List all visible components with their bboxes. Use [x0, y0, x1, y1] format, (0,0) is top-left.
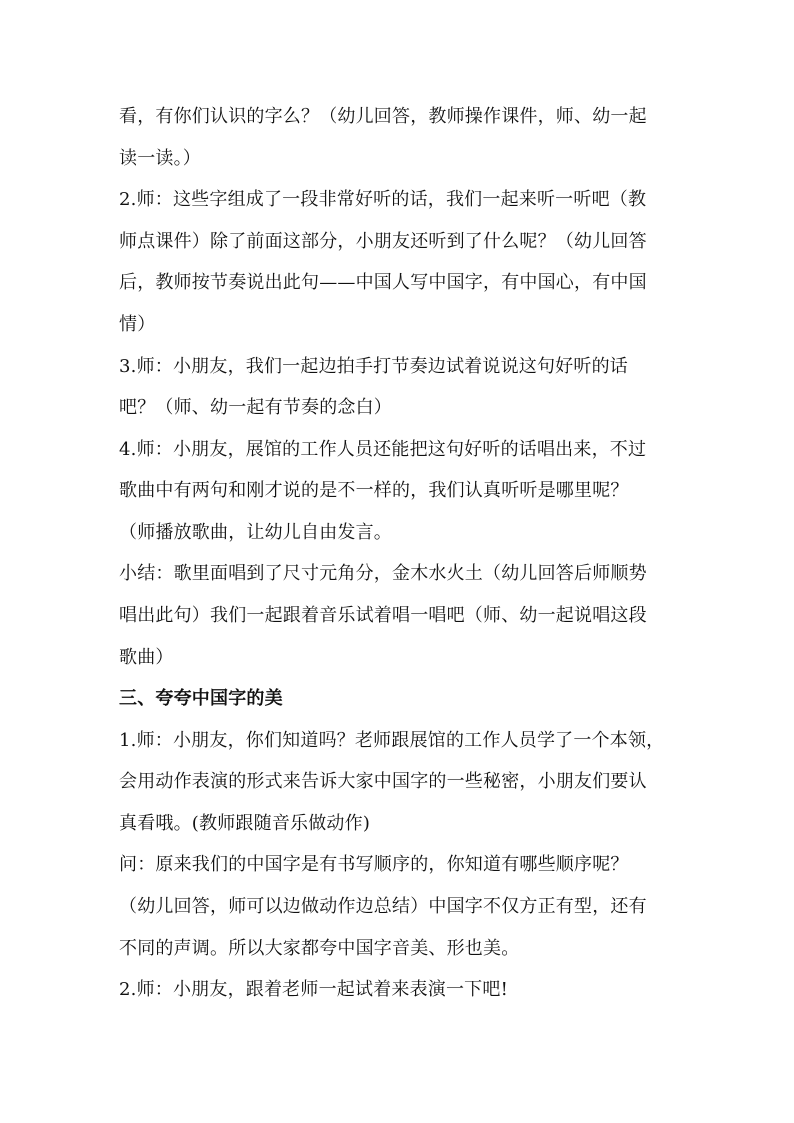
text-line: 会用动作表演的形式来告诉大家中国字的一些秘密，小朋友们要认 — [119, 771, 647, 792]
text-line: 1.师：小朋友，你们知道吗？老师跟展馆的工作人员学了一个本领， — [119, 730, 665, 751]
text-line: 2.师：这些字组成了一段非常好听的话，我们一起来听一听吧（教 — [119, 189, 647, 210]
text-line: （幼儿回答，师可以边做动作边总结）中国字不仅方正有型，还有 — [119, 896, 647, 917]
text-line: 真看哦。(教师跟随音乐做动作) — [119, 813, 371, 834]
text-line: 师点课件）除了前面这部分，小朋友还听到了什么呢？（幼儿回答 — [119, 231, 647, 252]
text-line: 唱出此句）我们一起跟着音乐试着唱一唱吧（师、幼一起说唱这段 — [119, 605, 647, 626]
text-line: 3.师：小朋友，我们一起边拍手打节奏边试着说说这句好听的话 — [119, 356, 628, 377]
text-line: 不同的声调。所以大家都夸中国字音美、形也美。 — [119, 938, 520, 959]
text-line: 读一读。） — [119, 148, 201, 169]
text-line: 后，教师按节奏说出此句——中国人写中国字，有中国心，有中国 — [119, 272, 647, 293]
section-heading: 三、夸夸中国字的美 — [119, 688, 283, 709]
text-line: （师播放歌曲，让幼儿自由发言。 — [119, 522, 392, 543]
text-line: 歌曲） — [119, 647, 174, 668]
text-line: 小结：歌里面唱到了尺寸元角分，金木水火土（幼儿回答后师顺势 — [119, 563, 647, 584]
text-line: 4.师：小朋友，展馆的工作人员还能把这句好听的话唱出来，不过 — [119, 439, 647, 460]
text-line: 吧？（师、幼一起有节奏的念白） — [119, 397, 392, 418]
text-line: 2.师：小朋友，跟着老师一起试着来表演一下吧! — [119, 979, 509, 1000]
text-line: 看，有你们认识的字么？（幼儿回答，教师操作课件，师、幼一起 — [119, 106, 647, 127]
text-line: 歌曲中有两句和刚才说的是不一样的，我们认真听听是哪里呢？ — [119, 480, 629, 501]
text-line: 问：原来我们的中国字是有书写顺序的，你知道有哪些顺序呢？ — [119, 854, 629, 875]
text-line: 情） — [119, 314, 156, 335]
